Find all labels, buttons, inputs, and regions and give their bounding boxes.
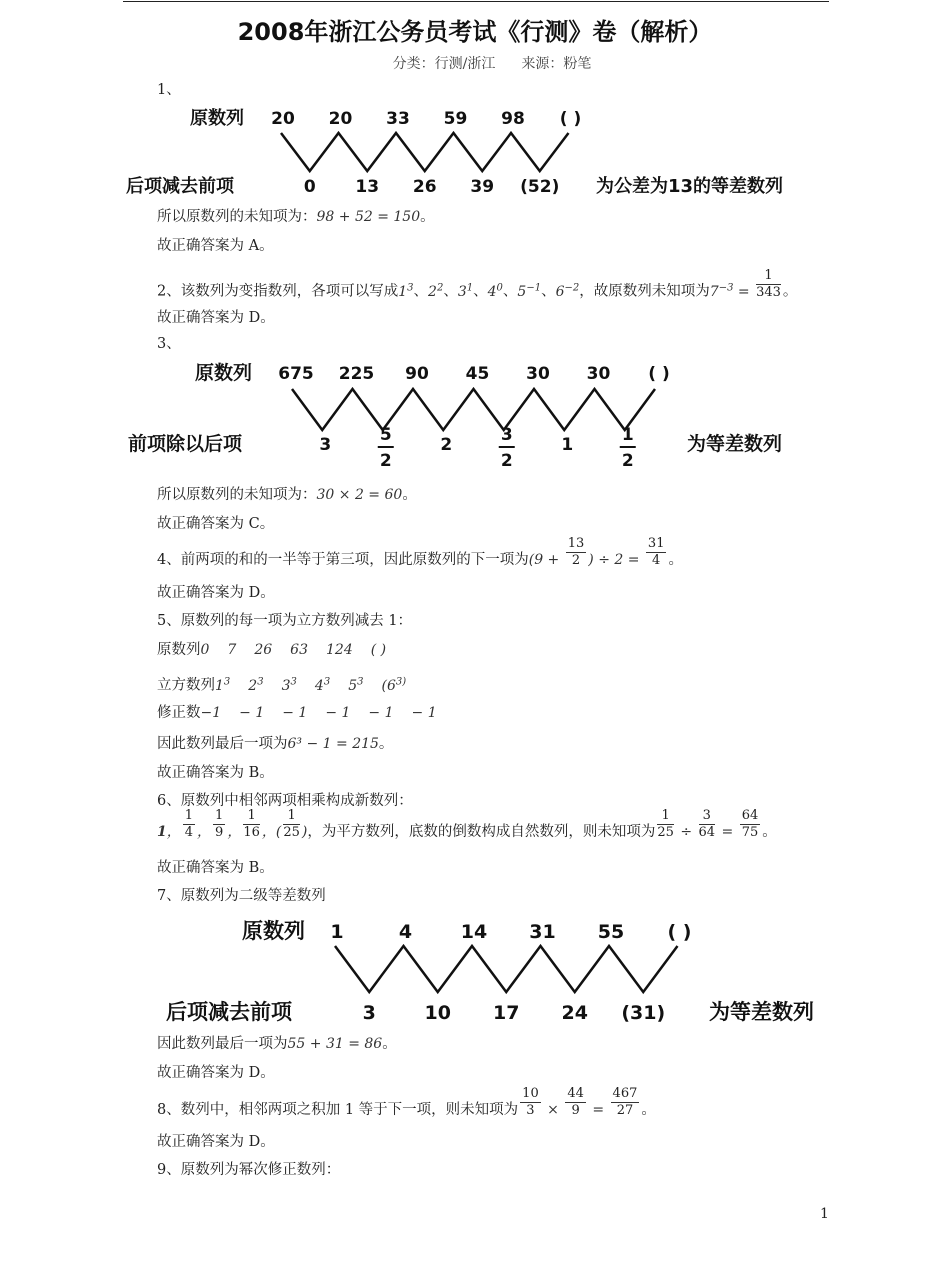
power-term: $6^{-2}$ (555, 282, 580, 300)
sequence-term: − 1 (325, 705, 351, 721)
q8-text: 8、数列中，相邻两项之积加 1 等于下一项，则未知项为 $\frac{10}{3}$ × $\frac{44}{9}$ = $\frac{467}{27}$ 。 (157, 1085, 656, 1118)
top-term: 30 (586, 364, 611, 384)
top-term: 20 (271, 109, 295, 129)
label-original-sequence: 原数列 (190, 108, 244, 129)
q7-answer: 故正确答案为 D。 (157, 1065, 275, 1081)
bottom-term-numerator: 3 (500, 425, 513, 445)
q1-number: 1、 (157, 82, 181, 98)
sequence-term: −1 (200, 705, 222, 721)
bottom-term: 13 (355, 177, 380, 197)
q7-equation: 55 + 31 = 86 (287, 1036, 383, 1052)
conclusion-note: 为等差数列 (687, 433, 783, 455)
top-term: 31 (529, 921, 556, 943)
bottom-term-denominator: 2 (379, 451, 392, 471)
bottom-term: 24 (561, 1002, 588, 1024)
top-term: ( ) (648, 364, 670, 384)
top-term: 55 (597, 921, 625, 943)
sequence-term: $2^3$ (248, 676, 264, 694)
bottom-term: 10 (424, 1002, 451, 1024)
sequence-term: $5^3$ (348, 676, 364, 694)
q2-power-list: $1^3$、$2^2$、$3^1$、$4^0$、$5^{-1}$、$6^{-2}$ (398, 282, 580, 300)
q4-answer: 故正确答案为 D。 (157, 585, 275, 601)
fraction: $\frac{1}{25}$ (657, 807, 674, 840)
q5-row-original: 原数列0 7 26 63 124 ( ) (157, 642, 387, 658)
fraction: $\frac{467}{27}$ (612, 1085, 638, 1118)
q4-text: 4、前两项的和的一半等于第三项，因此原数列的下一项为(9 + $\frac{13}{2}$ ) ÷ 2 = $\frac{31}{4}$ 。 (157, 535, 683, 568)
top-term: ( ) (559, 109, 582, 129)
sequence-term: 124 (326, 642, 353, 658)
q5-row-cubes: 立方数列$1^3$ $2^3$ $3^3$ $4^3$ $5^3$ (6$^{3)}$ (157, 676, 407, 694)
fraction: $\frac{1}{4}$ (184, 807, 194, 840)
source-label: 来源：粉笔 (521, 56, 592, 72)
top-term: 675 (278, 364, 314, 384)
label-operation: 后项减去前项 (126, 176, 234, 197)
sequence-term: 7 (227, 642, 237, 658)
q2-text: 2、该数列为变指数列，各项可以写成$1^3$、$2^2$、$3^1$、$4^0$、$5^{-1}$、$6^{-2}$，故原数列未知项为$7^{-3}$ = $\frac{1}{343}$ 。 (157, 268, 798, 301)
q1-result-line: 所以原数列的未知项为：98 + 52 = 150。 (157, 209, 435, 225)
q7-result-line: 因此数列最后一项为55 + 31 = 86。 (157, 1036, 397, 1052)
bottom-term: 0 (303, 177, 316, 197)
sequence-term: $3^3$ (281, 676, 297, 694)
sequence-term: − 1 (368, 705, 394, 721)
bottom-term-numerator: 1 (621, 425, 634, 445)
bottom-term: 39 (470, 177, 495, 197)
q5-row-correction: 修正数−1 − 1 − 1 − 1 − 1 − 1 (157, 705, 437, 721)
top-term: 33 (386, 109, 410, 129)
zigzag-line (335, 946, 678, 992)
q4-fraction-1: $\frac{13}{2}$ (567, 535, 585, 568)
page-number: 1 (820, 1206, 829, 1222)
q3-answer: 故正确答案为 C。 (157, 516, 275, 532)
label-original-sequence: 原数列 (195, 362, 253, 384)
top-term: 30 (526, 364, 550, 384)
top-term: 20 (328, 109, 353, 129)
fraction: $\frac{1}{16}$ (243, 807, 260, 840)
q9-text: 9、原数列为幂次修正数列： (157, 1162, 341, 1178)
sequence-term: − 1 (411, 705, 437, 721)
sequence-term: $4^3$ (314, 676, 331, 694)
top-term: ( ) (667, 921, 692, 943)
bottom-term: 1 (561, 435, 574, 455)
sequence-term: ( ) (370, 642, 387, 658)
sequence-term: 0 (200, 642, 210, 658)
label-operation: 后项减去前项 (166, 1000, 292, 1024)
q2-result: $7^{-3}$ = (709, 282, 755, 300)
q8-answer: 故正确答案为 D。 (157, 1134, 275, 1150)
sequence-term: − 1 (239, 705, 265, 721)
sequence-term: 63 (290, 642, 308, 658)
q5-result-line: 因此数列最后一项为6³ − 1 = 215。 (157, 736, 394, 752)
q6-sequence-line: 1， $\frac{1}{4}$ ， $\frac{1}{9}$ ， $\frac{1}{16}$ ，( $\frac{1}{25}$ )，为平方数列，底数的倒数构成自然数列，则未知项为 $\frac{1}{25}$ ÷ $\frac{3}{64}$ = $\frac{64}{75}$ 。 (157, 807, 777, 840)
label-operation: 前项除以后项 (128, 433, 243, 455)
top-term: 14 (460, 921, 488, 943)
top-term: 90 (405, 364, 429, 384)
top-term: 4 (398, 921, 413, 943)
power-term: $1^3$ (398, 282, 414, 300)
power-term: $4^0$ (487, 282, 503, 300)
label-original-sequence: 原数列 (242, 919, 305, 943)
sequence-term: − 1 (282, 705, 308, 721)
bottom-term: 3 (319, 435, 332, 455)
top-term: 59 (443, 109, 468, 129)
q1-answer: 故正确答案为 A。 (157, 238, 274, 254)
fraction: $\frac{1}{9}$ (215, 807, 224, 840)
category-label: 分类：行测/浙江 (392, 56, 496, 72)
bottom-term: 17 (493, 1002, 520, 1024)
q2-fraction: $\frac{1}{343}$ (756, 268, 781, 301)
conclusion-note: 为等差数列 (709, 1000, 814, 1024)
q5-text: 5、原数列的每一项为立方数列减去 1： (157, 613, 413, 629)
bottom-term: 3 (362, 1002, 376, 1024)
sequence-term: (6$^{3)}$ (381, 676, 407, 694)
fraction: $\frac{44}{9}$ (567, 1085, 584, 1118)
top-term: 1 (330, 921, 344, 943)
top-term: 225 (338, 364, 375, 384)
fraction: $\frac{64}{75}$ (741, 807, 759, 840)
bottom-term: 2 (440, 435, 453, 455)
fraction: $\frac{3}{64}$ (698, 807, 716, 840)
q3-equation: 30 × 2 = 60 (316, 487, 403, 503)
top-term: 45 (465, 364, 490, 384)
q3-result-line: 所以原数列的未知项为：30 × 2 = 60。 (157, 487, 417, 503)
bottom-term: (52) (520, 177, 560, 197)
document-title: 2008年浙江公务员考试《行测》卷（解析） (237, 18, 713, 46)
bottom-term: (31) (621, 1002, 666, 1024)
q4-fraction-2: $\frac{31}{4}$ (647, 535, 665, 568)
bottom-term: 26 (412, 177, 437, 197)
q5-answer: 故正确答案为 B。 (157, 765, 274, 781)
q7-text: 7、原数列为二级等差数列 (157, 888, 326, 904)
q6-answer: 故正确答案为 B。 (157, 860, 274, 876)
q2-answer: 故正确答案为 D。 (157, 310, 275, 326)
q5-equation: 6³ − 1 = 215 (287, 736, 379, 752)
power-term: $3^1$ (457, 282, 474, 300)
fraction: $\frac{10}{3}$ (522, 1085, 539, 1118)
conclusion-note: 为公差为13的等差数列 (596, 176, 784, 197)
bottom-term-denominator: 2 (500, 451, 513, 471)
sequence-term: 26 (254, 642, 273, 658)
q6-text: 6、原数列中相邻两项相乘构成新数列： (157, 793, 413, 809)
q1-equation: 98 + 52 = 150 (316, 209, 421, 225)
power-term: $5^{-1}$ (517, 282, 542, 300)
bottom-term-numerator: 5 (379, 425, 392, 445)
bottom-term-denominator: 2 (621, 451, 634, 471)
power-term: $2^2$ (428, 282, 444, 300)
sequence-term: $1^3$ (215, 676, 231, 694)
top-term: 98 (501, 109, 525, 129)
q3-number: 3、 (157, 336, 181, 352)
fraction: $\frac{1}{25}$ (283, 807, 300, 840)
